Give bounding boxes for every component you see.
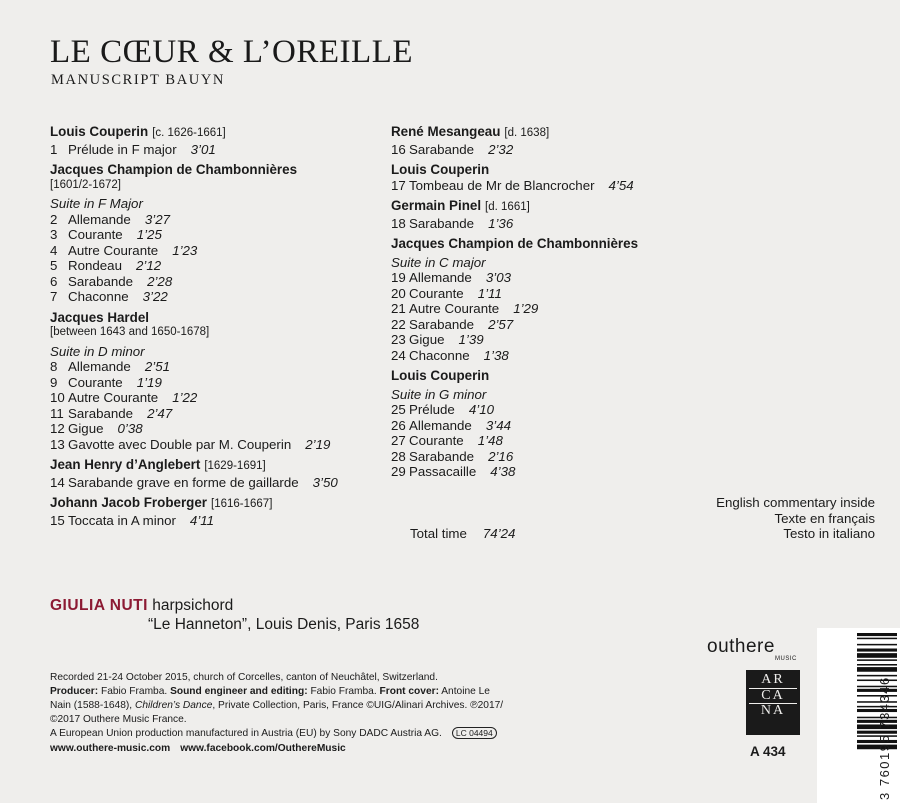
composer-dates: [1629-1691] [204, 460, 266, 472]
composer-dates: [c. 1626-1661] [152, 127, 226, 139]
track-number: 21 [391, 301, 406, 316]
language-italian: Testo in italiano [783, 526, 875, 541]
track-row [391, 270, 681, 286]
track-row [50, 227, 380, 243]
composer-dates: [d. 1661] [485, 201, 530, 213]
composer-block [391, 198, 681, 231]
track-title: Allemande [409, 417, 472, 433]
performer-name: GIULIA NUTI [50, 597, 148, 614]
track-number: 11 [50, 405, 64, 421]
composer-block [391, 236, 681, 363]
suite-title: Suite in G minor [391, 386, 487, 402]
track-row [391, 142, 681, 158]
track-number: 5 [50, 258, 58, 273]
track-row [50, 359, 380, 375]
track-title: Sarabande [409, 448, 475, 464]
credits [50, 671, 510, 756]
track-number: 1 [50, 141, 58, 157]
track-row [391, 216, 681, 232]
composer-dates: [1601/2-1672] [50, 178, 121, 191]
track-title: Courante [409, 433, 464, 448]
track-title: Sarabande grave en forme de gaillarde [68, 474, 299, 490]
track-number: 15 [50, 512, 65, 528]
track-title: Prélude in F major [68, 141, 177, 157]
track-row [50, 274, 380, 290]
track-row [50, 289, 380, 305]
track-duration: 4’54 [608, 177, 634, 193]
track-row [50, 406, 380, 422]
composer-name: Jacques Champion de Chambonnières [391, 236, 639, 251]
barcode-bar [857, 653, 897, 658]
track-title: Autre Courante [68, 242, 159, 258]
track-row [391, 449, 681, 465]
track-title: Courante [68, 227, 123, 242]
credits-production: Producer: Fabio Framba. Sound engineer and editing: Fabio Framba. Front cover: Antoine Le Nain (1588-1648), Children’s Dance, Private Collection, Paris, France ©UIG/Alinari Archives. ℗2017/©2017 Outhere Music France. [50, 686, 504, 725]
composer-name: Germain Pinel [391, 198, 482, 213]
track-number: 26 [391, 417, 406, 433]
composer-line [391, 124, 681, 142]
track-row [391, 301, 681, 317]
facebook-link[interactable]: www.facebook.com/OuthereMusic [180, 743, 346, 754]
track-duration: 2’16 [488, 448, 514, 464]
track-number: 23 [391, 332, 406, 347]
total-value: 74’24 [482, 526, 516, 541]
track-duration: 2’12 [135, 258, 162, 273]
track-number: 25 [391, 402, 406, 417]
track-row [50, 421, 380, 437]
language-list [716, 495, 875, 542]
composer-name: René Mesangeau [391, 124, 501, 139]
track-number: 8 [50, 359, 58, 374]
track-duration: 1’29 [513, 301, 539, 316]
track-title: Passacaille [409, 464, 477, 479]
track-row [50, 258, 380, 274]
composer-name: Louis Couperin [391, 368, 490, 383]
track-title: Sarabande [68, 273, 134, 289]
track-title: Tombeau de Mr de Blancrocher [409, 177, 595, 193]
composer-line [391, 198, 681, 216]
track-title: Gigue [409, 332, 445, 347]
credits-manufacture: A European Union production manufactured in Austria (EU) by Sony DADC Austria AG. LC 04494 [50, 727, 510, 741]
track-title: Sarabande [68, 405, 134, 421]
composer-line [50, 124, 380, 142]
track-duration: 2’19 [305, 436, 331, 452]
performer [50, 597, 233, 615]
track-row [50, 390, 380, 406]
barcode-bar [857, 664, 897, 666]
track-duration: 1’19 [136, 374, 162, 390]
track-title: Gigue [68, 421, 104, 436]
language-french: Texte en français [774, 510, 875, 526]
track-row [391, 286, 681, 302]
track-number: 18 [391, 215, 406, 231]
track-row [391, 433, 681, 449]
barcode-bar [857, 644, 897, 646]
track-number: 19 [391, 270, 406, 285]
composer-block [391, 162, 681, 193]
composer-line [391, 162, 681, 178]
track-title: Sarabande [409, 141, 475, 157]
composer-name: Johann Jacob Froberger [50, 495, 208, 510]
track-duration: 3’27 [144, 211, 170, 227]
track-title: Chaconne [68, 289, 129, 304]
outhere-logo: outhere [707, 636, 775, 657]
track-title: Autre Courante [409, 301, 500, 316]
track-number: 10 [50, 390, 65, 405]
composer-block [391, 368, 681, 480]
track-title: Allemande [409, 270, 472, 285]
composer-name: Louis Couperin [50, 124, 149, 139]
track-duration: 2’32 [488, 141, 514, 157]
tracklist-right [391, 124, 681, 485]
composer-line [50, 162, 380, 178]
track-row [50, 513, 380, 529]
lc-code-badge: LC 04494 [452, 727, 497, 739]
track-duration: 3’50 [312, 474, 338, 490]
catalog-number: A 434 [750, 744, 786, 759]
composer-line [50, 310, 380, 326]
track-row [391, 418, 681, 434]
track-duration: 3’03 [485, 270, 511, 285]
track-number: 9 [50, 374, 58, 390]
track-number: 3 [50, 227, 58, 242]
composer-block [50, 124, 380, 157]
track-duration: 3’44 [485, 417, 511, 433]
track-row [50, 142, 380, 158]
track-number: 28 [391, 448, 406, 464]
track-title: Prélude [409, 402, 455, 417]
track-row [50, 212, 380, 228]
album-title: LE CŒUR & L’OREILLE [50, 34, 414, 70]
composer-line [50, 457, 380, 475]
composer-block [50, 162, 380, 305]
track-row [391, 178, 681, 194]
credits-recorded: Recorded 21-24 October 2015, church of Corcelles, canton of Neuchâtel, Switzerland. [50, 672, 438, 683]
track-row [391, 317, 681, 333]
composer-name: Jacques Hardel [50, 309, 149, 325]
composer-dates: [d. 1638] [504, 127, 550, 139]
track-title: Allemande [68, 211, 131, 227]
composer-name: Jean Henry d’Anglebert [50, 457, 201, 472]
track-number: 2 [50, 211, 58, 227]
track-duration: 2’47 [147, 405, 173, 421]
track-title: Sarabande [409, 316, 475, 332]
composer-block [50, 310, 380, 453]
barcode-number: 3 760195 734346 [877, 676, 892, 800]
suite-title: Suite in F Major [50, 196, 143, 211]
track-duration: 2’28 [147, 273, 173, 289]
track-title: Chaconne [409, 347, 470, 363]
barcode-bar [857, 638, 897, 640]
composer-block [50, 495, 380, 528]
track-title: Courante [409, 285, 464, 301]
track-number: 14 [50, 474, 65, 490]
composer-line [391, 368, 681, 384]
suite-title: Suite in C major [391, 254, 486, 270]
track-duration: 1’36 [488, 215, 514, 231]
track-duration: 2’51 [144, 359, 170, 374]
track-row [391, 464, 681, 480]
track-title: Allemande [68, 359, 131, 374]
track-duration: 0’38 [117, 421, 143, 436]
composer-line [391, 236, 681, 252]
barcode-bar [857, 649, 897, 652]
suite-title: Suite in D minor [50, 343, 145, 359]
track-row [50, 243, 380, 259]
composer-line [50, 495, 380, 513]
composer-name: Louis Couperin [391, 162, 490, 177]
track-title: Sarabande [409, 215, 475, 231]
credits-urls [50, 742, 510, 756]
track-number: 20 [391, 285, 406, 301]
track-duration: 1’23 [172, 242, 198, 258]
track-number: 13 [50, 436, 65, 452]
track-title: Rondeau [68, 258, 122, 273]
track-number: 16 [391, 141, 406, 157]
track-row [391, 348, 681, 364]
total-time [410, 526, 515, 541]
track-number: 22 [391, 316, 406, 332]
track-duration: 1’22 [172, 390, 198, 405]
track-duration: 1’38 [483, 347, 509, 363]
track-row [50, 475, 380, 491]
performer-role: harpsichord [152, 597, 234, 614]
barcode-bar [857, 633, 897, 636]
track-title: Courante [68, 374, 123, 390]
track-duration: 4’38 [490, 464, 516, 479]
composer-name: Jacques Champion de Chambonnières [50, 162, 298, 177]
track-duration: 4’11 [189, 512, 215, 528]
arcana-logo: AR CA NA [746, 670, 800, 735]
composer-block [50, 457, 380, 490]
track-duration: 3’22 [142, 289, 168, 304]
track-number: 6 [50, 273, 58, 289]
outhere-music-text: MUSIC [775, 656, 797, 662]
website-link[interactable]: www.outhere-music.com [50, 743, 171, 754]
instrument: “Le Hanneton”, Louis Denis, Paris 1658 [148, 616, 420, 633]
track-duration: 1’48 [477, 433, 503, 448]
track-duration: 2’57 [488, 316, 514, 332]
album-subtitle: MANUSCRIPT BAUYN [51, 72, 225, 88]
track-title: Gavotte avec Double par M. Couperin [68, 436, 292, 452]
composer-dates: [between 1643 and 1650-1678] [50, 326, 210, 338]
composer-block [391, 124, 681, 157]
track-row [391, 402, 681, 418]
composer-dates: [1616-1667] [211, 498, 273, 510]
barcode-bar [857, 667, 897, 672]
track-title: Autre Courante [68, 390, 159, 405]
tracklist-left [50, 124, 380, 533]
track-title: Toccata in A minor [68, 512, 176, 528]
barcode-bar [857, 659, 897, 661]
track-number: 29 [391, 464, 406, 479]
language-english: English commentary inside [716, 495, 875, 510]
track-duration: 4’10 [468, 402, 494, 417]
track-number: 7 [50, 289, 58, 304]
track-row [50, 375, 380, 391]
track-number: 17 [391, 177, 406, 193]
track-row [50, 437, 380, 453]
track-duration: 1’39 [458, 332, 484, 347]
track-number: 12 [50, 421, 65, 436]
track-number: 27 [391, 433, 406, 448]
track-duration: 3’01 [190, 141, 216, 157]
track-number: 4 [50, 242, 58, 258]
track-row [391, 332, 681, 348]
total-label: Total time [410, 526, 467, 541]
track-duration: 1’25 [136, 227, 162, 242]
track-duration: 1’11 [477, 285, 502, 301]
track-number: 24 [391, 347, 406, 363]
